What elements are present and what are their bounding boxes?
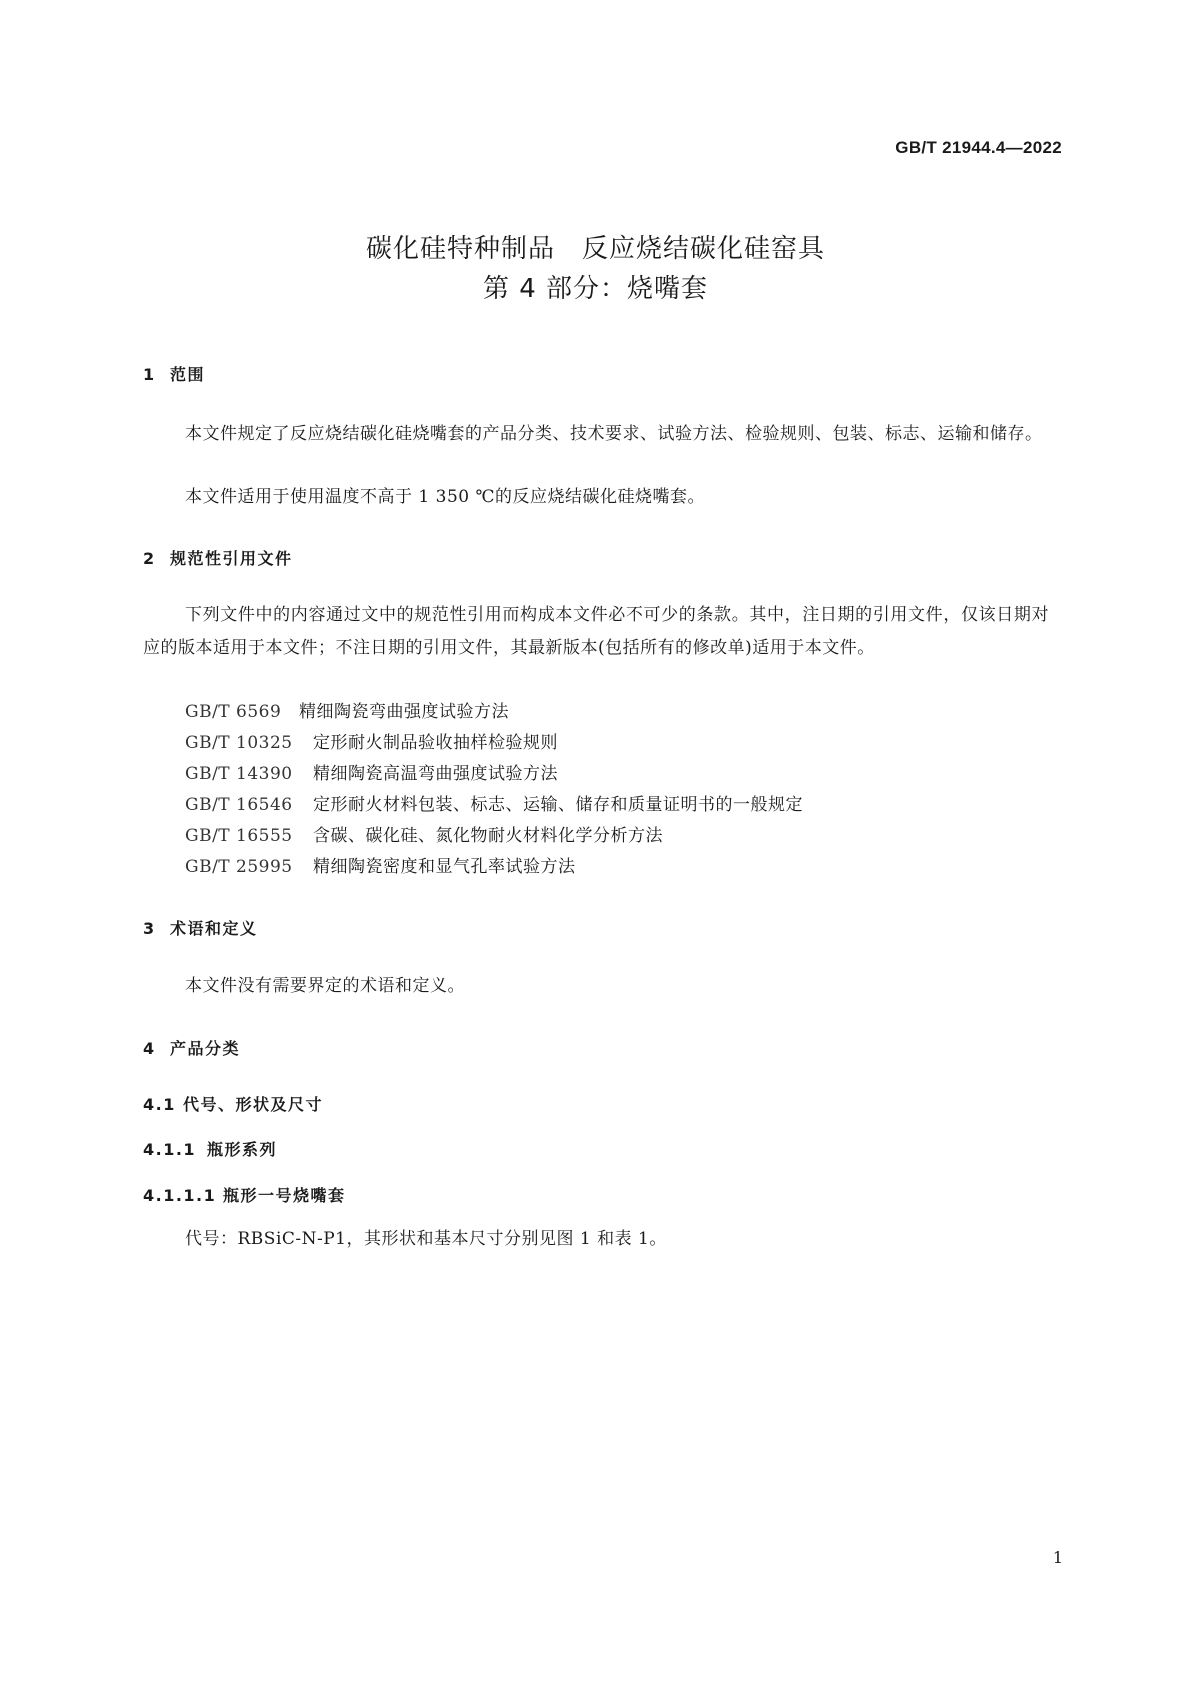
reference-item <box>185 728 558 753</box>
subsection-heading <box>143 1137 277 1160</box>
reference-title: 含碳、碳化硅、氮化物耐火材料化学分析方法 <box>313 826 663 846</box>
paragraph: 下列文件中的内容通过文中的规范性引用而构成本文件必不可少的条款。其中，注日期的引用文件，仅该日期对应的版本适用于本文件；不注日期的引用文件，其最新版本(包括所有的修改单)适用于本文件。 <box>143 605 1049 658</box>
reference-item <box>185 697 509 722</box>
section-heading <box>143 1036 240 1059</box>
document-code: GB/T 21944.4—2022 <box>895 138 1062 157</box>
paragraph: 本文件适用于使用温度不高于 1 350 ℃的反应烧结碳化硅烧嘴套。 <box>185 487 705 507</box>
reference-code: GB/T 14390 <box>185 764 293 784</box>
reference-code: GB/T 10325 <box>185 733 293 753</box>
section-number: 2 <box>143 549 156 568</box>
section-title: 代号、形状及尺寸 <box>183 1095 324 1114</box>
section-title: 范围 <box>170 365 206 384</box>
reference-code: GB/T 25995 <box>185 857 293 877</box>
reference-title: 精细陶瓷弯曲强度试验方法 <box>299 702 509 722</box>
reference-title: 精细陶瓷高温弯曲强度试验方法 <box>313 764 558 784</box>
reference-code: GB/T 16555 <box>185 826 293 846</box>
reference-code: GB/T 6569 <box>185 702 282 722</box>
section-number: 3 <box>143 919 156 938</box>
subsection-heading <box>143 1183 346 1206</box>
document-title-line-1: 碳化硅特种制品 反应烧结碳化硅窑具 <box>365 234 825 264</box>
reference-title: 定形耐火制品验收抽样检验规则 <box>313 733 558 753</box>
section-title: 瓶形一号烧嘴套 <box>223 1186 346 1205</box>
section-heading <box>143 362 205 385</box>
section-number: 4.1.1.1 <box>143 1186 217 1205</box>
paragraph: 本文件没有需要界定的术语和定义。 <box>185 976 465 996</box>
reference-item <box>185 852 576 877</box>
section-title: 产品分类 <box>170 1039 241 1058</box>
section-heading <box>143 916 258 939</box>
section-number: 1 <box>143 365 156 384</box>
section-number: 4.1.1 <box>143 1140 197 1159</box>
section-heading <box>143 546 293 569</box>
section-title: 规范性引用文件 <box>170 549 293 568</box>
reference-title: 定形耐火材料包装、标志、运输、储存和质量证明书的一般规定 <box>313 795 803 815</box>
paragraph: 代号：RBSiC-N-P1，其形状和基本尺寸分别见图 1 和表 1。 <box>185 1229 667 1249</box>
document-title-line-2: 第 4 部分：烧嘴套 <box>482 274 709 304</box>
reference-code: GB/T 16546 <box>185 795 293 815</box>
reference-item <box>185 790 803 815</box>
section-title: 术语和定义 <box>170 919 258 938</box>
reference-item <box>185 821 663 846</box>
section-number: 4.1 <box>143 1095 176 1114</box>
paragraph: 本文件规定了反应烧结碳化硅烧嘴套的产品分类、技术要求、试验方法、检验规则、包装、标志、运输和储存。 <box>185 424 1043 444</box>
subsection-heading <box>143 1092 323 1115</box>
section-title: 瓶形系列 <box>207 1140 278 1159</box>
reference-item <box>185 759 558 784</box>
page-number: 1 <box>1052 1548 1063 1567</box>
reference-title: 精细陶瓷密度和显气孔率试验方法 <box>313 857 576 877</box>
section-number: 4 <box>143 1039 156 1058</box>
